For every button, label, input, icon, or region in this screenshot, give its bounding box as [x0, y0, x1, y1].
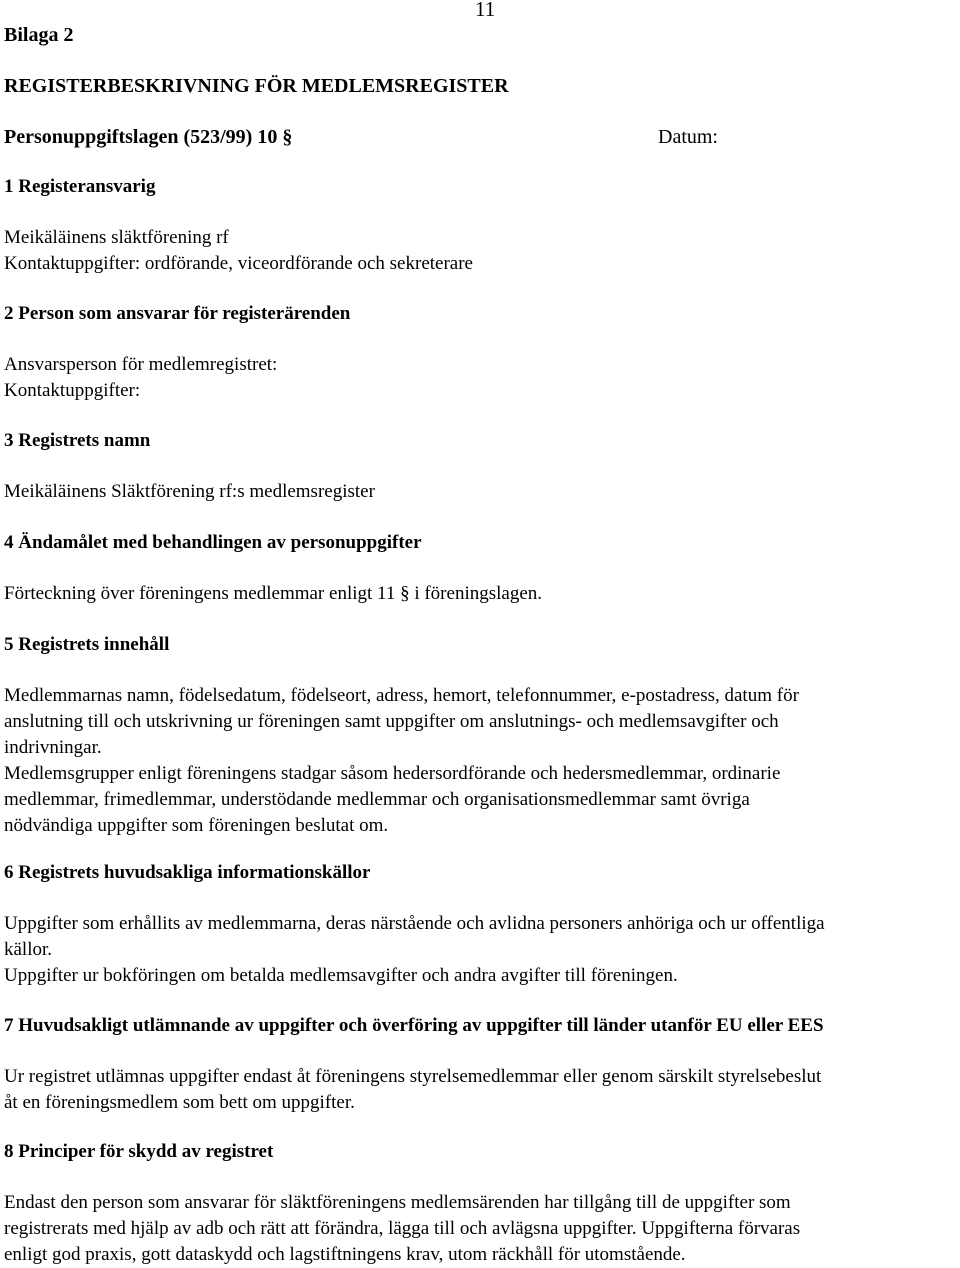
section-8	[4, 1139, 958, 1268]
body-line: anslutning till och utskrivning ur föreningen samt uppgifter om anslutnings- och medlemsavgifter och	[4, 711, 779, 732]
section-2	[4, 301, 958, 404]
section-body	[4, 581, 958, 607]
section-4	[4, 530, 958, 607]
section-heading: 4 Ändamålet med behandlingen av personuppgifter	[4, 532, 422, 553]
document-title: REGISTERBESKRIVNING FÖR MEDLEMSREGISTER	[4, 75, 509, 97]
body-line: enligt god praxis, gott dataskydd och lagstiftningens krav, utom räckhåll för utomstående.	[4, 1244, 686, 1265]
section-heading: 5 Registrets innehåll	[4, 634, 170, 655]
body-line: medlemmar, frimedlemmar, understödande medlemmar och organisationsmedlemmar samt övriga	[4, 789, 750, 810]
body-line: Förteckning över föreningens medlemmar enligt 11 § i föreningslagen.	[4, 583, 543, 604]
body-line: indrivningar.	[4, 737, 102, 758]
section-3	[4, 428, 958, 505]
body-line: Endast den person som ansvarar för släktföreningens medlemsärenden har tillgång till de uppgifter som	[4, 1192, 791, 1213]
body-line: Medlemmarnas namn, födelsedatum, födelseort, adress, hemort, telefonnummer, e-postadress, datum för	[4, 685, 799, 706]
section-body	[4, 479, 958, 505]
body-line: åt en föreningsmedlem som bett om uppgifter.	[4, 1092, 355, 1113]
body-line: Ansvarsperson för medlemregistret:	[4, 354, 278, 375]
section-7	[4, 1013, 958, 1116]
body-line: registrerats med hjälp av adb och rätt att förändra, lägga till och avlägsna uppgifter. Uppgifterna förvaras	[4, 1218, 801, 1239]
section-body	[4, 1064, 958, 1116]
body-line: Medlemsgrupper enligt föreningens stadgar såsom hedersordförande och hedersmedlemmar, ordinarie	[4, 763, 781, 784]
body-line: Ur registret utlämnas uppgifter endast åt föreningens styrelsemedlemmar eller genom särskilt styrelsebeslut	[4, 1066, 822, 1087]
section-heading: 2 Person som ansvarar för registerärenden	[4, 303, 351, 324]
body-line: Kontaktuppgifter:	[4, 380, 141, 401]
section-heading: 8 Principer för skydd av registret	[4, 1141, 274, 1162]
body-line: källor.	[4, 939, 53, 960]
section-5	[4, 632, 958, 839]
section-6	[4, 860, 958, 989]
body-line: Uppgifter som erhållits av medlemmarna, deras närstående och avlidna personers anhöriga och ur offentliga	[4, 913, 825, 934]
body-line: Meikäläinens släktförening rf	[4, 227, 229, 248]
section-body	[4, 1190, 958, 1268]
section-heading: 6 Registrets huvudsakliga informationskällor	[4, 862, 371, 883]
section-heading: 1 Registeransvarig	[4, 176, 156, 197]
section-body	[4, 225, 958, 277]
law-reference: Personuppgiftslagen (523/99) 10 §	[4, 126, 293, 148]
section-heading: 7 Huvudsakligt utlämnande av uppgifter och överföring av uppgifter till länder utanför EU eller EES	[4, 1015, 824, 1036]
section-1	[4, 174, 958, 277]
body-line: Kontaktuppgifter: ordförande, viceordförande och sekreterare	[4, 253, 473, 274]
section-body	[4, 683, 958, 839]
page-number: 11	[475, 0, 496, 21]
date-label: Datum:	[658, 126, 718, 148]
section-heading: 3 Registrets namn	[4, 430, 151, 451]
body-line: Meikäläinens Släktförening rf:s medlemsregister	[4, 481, 375, 502]
body-line: Uppgifter ur bokföringen om betalda medlemsavgifter och andra avgifter till föreningen.	[4, 965, 678, 986]
section-body	[4, 352, 958, 404]
section-body	[4, 911, 958, 989]
body-line: nödvändiga uppgifter som föreningen beslutat om.	[4, 815, 389, 836]
appendix-label: Bilaga 2	[4, 24, 74, 46]
